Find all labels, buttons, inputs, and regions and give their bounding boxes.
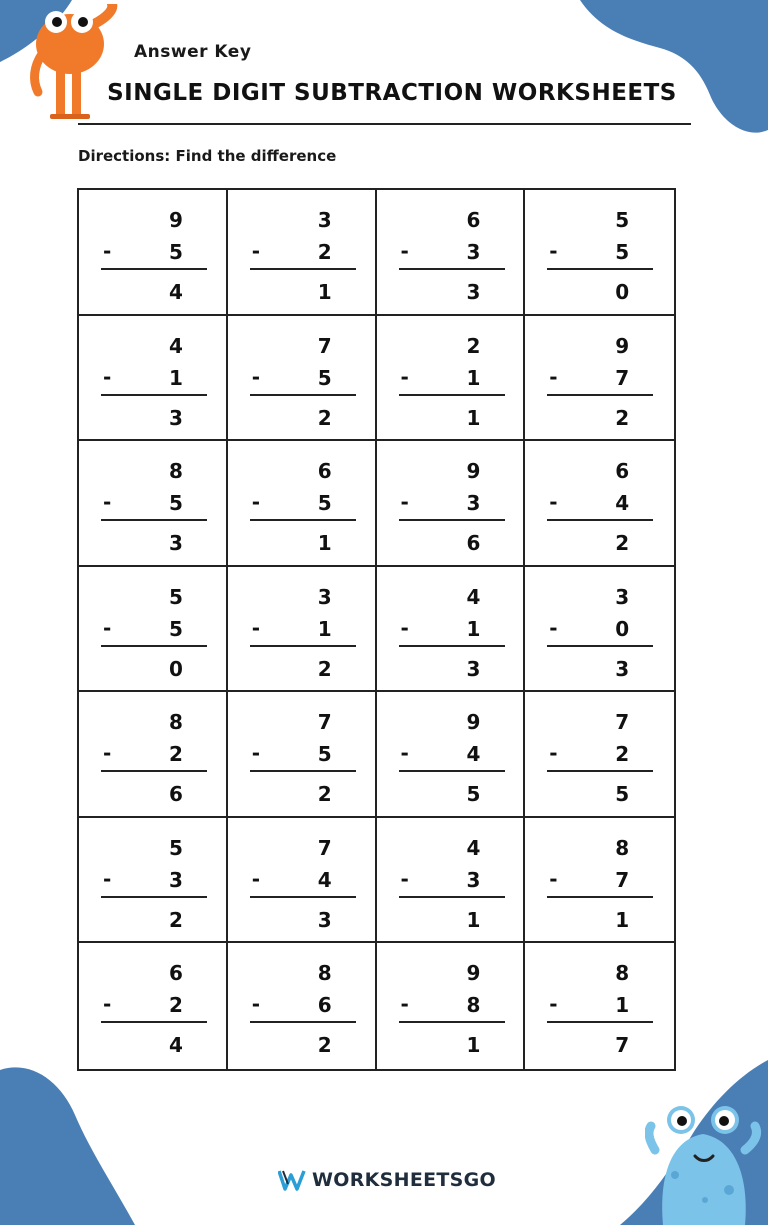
- problem-cell: [79, 441, 228, 567]
- minuend: 8: [169, 459, 183, 484]
- problem-cell: [228, 190, 377, 316]
- subtrahend: 2: [317, 240, 332, 264]
- answer-line: [399, 645, 505, 647]
- minuend: 9: [466, 710, 481, 735]
- subtrahend: 4: [466, 742, 481, 767]
- answer-line: [250, 394, 356, 396]
- subtrahend: 7: [615, 867, 630, 892]
- problem-cell: [377, 818, 526, 944]
- minuend: 4: [466, 835, 481, 860]
- answer-line: [101, 268, 207, 270]
- answer-line: [399, 770, 505, 772]
- answer-line: [101, 394, 207, 396]
- difference-answer: 3: [466, 280, 481, 304]
- minus-sign: -: [549, 992, 558, 1017]
- answer-line: [101, 770, 207, 772]
- subtrahend: 5: [317, 742, 332, 767]
- difference-answer: 2: [317, 405, 332, 430]
- minus-sign: -: [103, 239, 112, 263]
- minus-sign: -: [549, 490, 558, 515]
- minus-sign: -: [251, 615, 261, 640]
- minuend: 7: [317, 710, 332, 735]
- worksheetsgo-logo: [278, 1167, 496, 1193]
- difference-answer: 6: [169, 782, 183, 807]
- minuend: 7: [615, 710, 630, 735]
- answer-line: [399, 1021, 505, 1023]
- top-right-blob: [560, 0, 768, 150]
- problem-cell: [228, 567, 377, 693]
- subtrahend: 5: [169, 616, 183, 641]
- minuend: 9: [169, 208, 183, 232]
- answer-line: [101, 645, 207, 647]
- answer-line: [547, 268, 653, 270]
- minuend: 6: [466, 208, 481, 232]
- minuend: 5: [615, 208, 630, 232]
- subtrahend: 1: [317, 616, 332, 641]
- minuend: 7: [317, 333, 332, 358]
- problem-cell: [525, 818, 674, 944]
- difference-answer: 5: [615, 782, 630, 807]
- subtrahend: 1: [169, 365, 183, 390]
- minus-sign: -: [103, 741, 112, 766]
- subtrahend: 3: [466, 867, 481, 892]
- subtrahend: 0: [615, 616, 630, 641]
- problem-cell: [525, 567, 674, 693]
- orange-monster-illustration: [28, 4, 128, 124]
- minus-sign: -: [400, 866, 409, 891]
- minus-sign: -: [251, 239, 261, 263]
- difference-answer: 4: [169, 1033, 183, 1058]
- answer-line: [547, 896, 653, 898]
- difference-answer: 1: [317, 531, 332, 556]
- difference-answer: 3: [317, 907, 332, 932]
- difference-answer: 2: [317, 1033, 332, 1058]
- problem-cell: [525, 316, 674, 442]
- answer-line: [101, 519, 207, 521]
- minuend: 2: [466, 333, 481, 358]
- minus-sign: -: [103, 866, 112, 891]
- answer-key-label: Answer Key: [134, 42, 252, 62]
- answer-line: [547, 1021, 653, 1023]
- problem-cell: [377, 567, 526, 693]
- subtrahend: 6: [317, 993, 332, 1018]
- subtrahend: 5: [169, 491, 183, 516]
- difference-answer: 0: [615, 280, 630, 304]
- subtrahend: 5: [169, 240, 183, 264]
- minuend: 9: [615, 333, 630, 358]
- difference-answer: 5: [466, 782, 481, 807]
- answer-line: [250, 770, 356, 772]
- subtrahend: 2: [169, 742, 183, 767]
- difference-answer: 3: [169, 531, 183, 556]
- difference-answer: 1: [615, 907, 630, 932]
- problem-cell: [228, 316, 377, 442]
- difference-answer: 2: [615, 405, 630, 430]
- problem-cell: [79, 316, 228, 442]
- directions-text: Directions: Find the difference: [78, 147, 337, 165]
- difference-answer: 7: [615, 1033, 630, 1058]
- problem-cell: [79, 943, 228, 1069]
- problem-cell: [377, 316, 526, 442]
- minuend: 3: [615, 584, 630, 609]
- difference-answer: 6: [466, 531, 481, 556]
- bottom-left-blob: [0, 1060, 140, 1225]
- subtrahend: 3: [169, 867, 183, 892]
- minuend: 6: [317, 459, 332, 484]
- problem-cell: [79, 692, 228, 818]
- subtrahend: 3: [466, 491, 481, 516]
- difference-answer: 2: [169, 907, 183, 932]
- minus-sign: -: [400, 615, 409, 640]
- answer-line: [250, 645, 356, 647]
- problem-cell: [377, 441, 526, 567]
- minus-sign: -: [400, 364, 409, 389]
- difference-answer: 1: [466, 907, 481, 932]
- difference-answer: 1: [317, 280, 332, 304]
- minuend: 3: [317, 208, 332, 232]
- minus-sign: -: [251, 490, 261, 515]
- difference-answer: 3: [466, 656, 481, 681]
- problem-cell: [525, 190, 674, 316]
- subtrahend: 3: [466, 240, 481, 264]
- minus-sign: -: [103, 490, 112, 515]
- difference-answer: 3: [169, 405, 183, 430]
- minuend: 8: [317, 961, 332, 986]
- minuend: 5: [169, 584, 183, 609]
- problem-cell: [228, 943, 377, 1069]
- minus-sign: -: [549, 239, 558, 263]
- minus-sign: -: [400, 741, 409, 766]
- minus-sign: -: [251, 364, 261, 389]
- problem-cell: [79, 567, 228, 693]
- difference-answer: 2: [317, 656, 332, 681]
- minus-sign: -: [103, 615, 112, 640]
- subtrahend: 8: [466, 993, 481, 1018]
- difference-answer: 2: [615, 531, 630, 556]
- minuend: 8: [615, 961, 630, 986]
- problem-cell: [525, 692, 674, 818]
- worksheetsgo-logo-icon: [278, 1169, 306, 1191]
- minus-sign: -: [103, 992, 112, 1017]
- subtrahend: 5: [615, 240, 630, 264]
- difference-answer: 2: [317, 782, 332, 807]
- answer-line: [399, 519, 505, 521]
- subtrahend: 2: [169, 993, 183, 1018]
- problem-cell: [525, 441, 674, 567]
- answer-line: [399, 394, 505, 396]
- minus-sign: -: [549, 741, 558, 766]
- answer-line: [547, 519, 653, 521]
- minus-sign: -: [549, 364, 558, 389]
- page-title: SINGLE DIGIT SUBTRACTION WORKSHEETS: [107, 80, 677, 106]
- problem-cell: [228, 818, 377, 944]
- answer-line: [101, 896, 207, 898]
- minuend: 7: [317, 835, 332, 860]
- minuend: 4: [169, 333, 183, 358]
- subtrahend: 1: [615, 993, 630, 1018]
- subtrahend: 4: [615, 491, 630, 516]
- minus-sign: -: [400, 992, 409, 1017]
- minuend: 4: [466, 584, 481, 609]
- problem-cell: [228, 692, 377, 818]
- minuend: 9: [466, 961, 481, 986]
- difference-answer: 1: [466, 405, 481, 430]
- minuend: 9: [466, 459, 481, 484]
- minus-sign: -: [400, 490, 409, 515]
- minuend: 5: [169, 835, 183, 860]
- minus-sign: -: [251, 741, 261, 766]
- minus-sign: -: [251, 992, 261, 1017]
- problem-cell: [525, 943, 674, 1069]
- problem-cell: [79, 190, 228, 316]
- problem-cell: [228, 441, 377, 567]
- difference-answer: 1: [466, 1033, 481, 1058]
- minuend: 8: [615, 835, 630, 860]
- subtrahend: 5: [317, 491, 332, 516]
- minus-sign: -: [549, 866, 558, 891]
- minus-sign: -: [251, 866, 261, 891]
- subtrahend: 5: [317, 365, 332, 390]
- problem-cell: [377, 190, 526, 316]
- minus-sign: -: [400, 239, 409, 263]
- subtrahend: 2: [615, 742, 630, 767]
- minuend: 6: [169, 961, 183, 986]
- subtrahend: 1: [466, 365, 481, 390]
- minuend: 3: [317, 584, 332, 609]
- subtrahend: 4: [317, 867, 332, 892]
- blue-monster-illustration: [645, 1100, 765, 1225]
- minuend: 6: [615, 459, 630, 484]
- problem-cell: [377, 692, 526, 818]
- difference-answer: 4: [169, 280, 183, 304]
- subtrahend: 7: [615, 365, 630, 390]
- problem-cell: [377, 943, 526, 1069]
- difference-answer: 0: [169, 656, 183, 681]
- subtrahend: 1: [466, 616, 481, 641]
- answer-line: [250, 1021, 356, 1023]
- minus-sign: -: [103, 364, 112, 389]
- answer-line: [399, 896, 505, 898]
- problem-grid: [77, 188, 676, 1071]
- answer-line: [399, 268, 505, 270]
- answer-line: [250, 268, 356, 270]
- minus-sign: -: [549, 615, 558, 640]
- problem-cell: [79, 818, 228, 944]
- answer-line: [547, 770, 653, 772]
- answer-line: [547, 645, 653, 647]
- minuend: 8: [169, 710, 183, 735]
- answer-line: [250, 519, 356, 521]
- answer-line: [101, 1021, 207, 1023]
- difference-answer: 3: [615, 656, 630, 681]
- title-divider: [78, 123, 691, 125]
- worksheetsgo-logo-text: WORKSHEETSGO: [312, 1169, 497, 1191]
- answer-line: [547, 394, 653, 396]
- answer-line: [250, 896, 356, 898]
